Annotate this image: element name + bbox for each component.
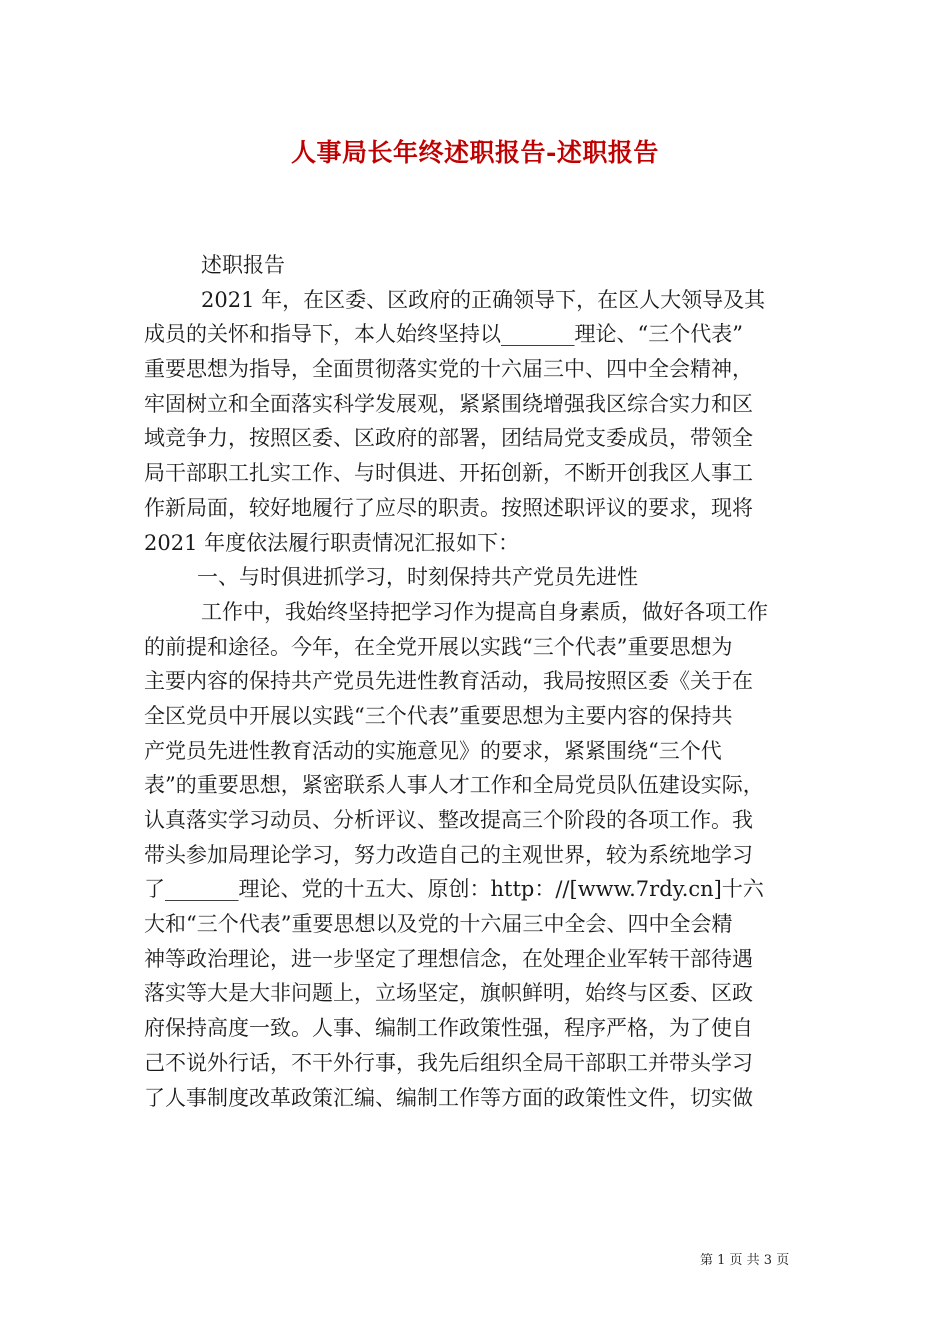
paragraph-line: 工作中，我始终坚持把学习作为提高自身素质，做好各项工作 xyxy=(201,599,768,624)
paragraph-line: 神等政治理论，进一步坚定了理想信念，在处理企业军转干部待遇 xyxy=(144,946,753,971)
paragraph-line: 了人事制度改革政策汇编、编制工作等方面的政策性文件，切实做 xyxy=(144,1085,753,1110)
document-body xyxy=(144,248,809,1115)
paragraph-line: 全区党员中开展以实践“三个代表”重要思想为主要内容的保持共 xyxy=(144,703,733,728)
section-heading: 述职报告 xyxy=(201,253,285,277)
paragraph-line: 认真落实学习动员、分析评议、整改提高三个阶段的各项工作。我 xyxy=(144,808,753,832)
paragraph-line: 带头参加局理论学习，努力改造自己的主观世界，较为系统地学习 xyxy=(144,842,753,867)
paragraph-line: 成员的关怀和指导下，本人始终坚持以_______理论、“三个代表” xyxy=(144,322,743,347)
paragraph-line: 2021 年，在区委、区政府的正确领导下，在区人大领导及其 xyxy=(201,287,766,312)
paragraph-line: 重要思想为指导，全面贯彻落实党的十六届三中、四中全会精神， xyxy=(144,357,753,382)
paragraph-line: 落实等大是大非问题上，立场坚定，旗帜鲜明，始终与区委、区政 xyxy=(144,981,753,1006)
paragraph-line: 局干部职工扎实工作、与时俱进、开拓创新，不断开创我区人事工 xyxy=(144,461,753,486)
paragraph-line: 产党员先进性教育活动的实施意见》的要求，紧紧围绕“三个代 xyxy=(144,738,722,763)
page-title: 人事局长年终述职报告-述职报告 xyxy=(291,138,659,167)
paragraph-line: 己不说外行话，不干外行事，我先后组织全局干部职工并带头学习 xyxy=(144,1050,753,1075)
paragraph-line: 域竞争力，按照区委、区政府的部署，团结局党支委成员，带领全 xyxy=(144,426,753,451)
paragraph-line: 2021 年度依法履行职责情况汇报如下： xyxy=(144,530,520,555)
section-heading: 一、与时俱进抓学习，时刻保持共产党员先进性 xyxy=(197,565,638,590)
paragraph-line: 牢固树立和全面落实科学发展观，紧紧围绕增强我区综合实力和区 xyxy=(144,391,753,416)
paragraph-line: 大和“三个代表”重要思想以及党的十六届三中全会、四中全会精 xyxy=(144,912,733,937)
paragraph-line: 主要内容的保持共产党员先进性教育活动，我局按照区委《关于在 xyxy=(144,669,753,694)
paragraph-line: 府保持高度一致。人事、编制工作政策性强，程序严格，为了使自 xyxy=(144,1016,753,1041)
paragraph-line: 作新局面，较好地履行了应尽的职责。按照述职评议的要求，现将 xyxy=(144,495,753,520)
paragraph-line: 了_______理论、党的十五大、原创：http：//[www.7rdy.cn]十六 xyxy=(144,877,764,902)
page-number: 第 1 页 共 3 页 xyxy=(700,1253,790,1268)
paragraph-line: 表”的重要思想，紧密联系人事人才工作和全局党员队伍建设实际， xyxy=(144,773,764,798)
paragraph-line: 的前提和途径。今年，在全党开展以实践“三个代表”重要思想为 xyxy=(144,634,733,659)
